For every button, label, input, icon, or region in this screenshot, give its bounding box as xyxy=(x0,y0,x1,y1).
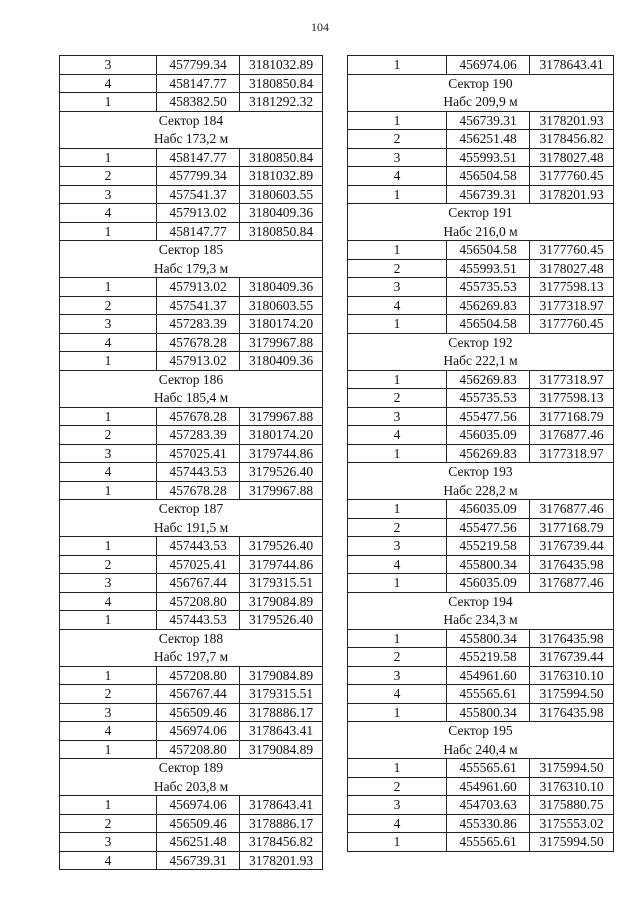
coordinate-y: 3180409.36 xyxy=(240,204,323,223)
coordinate-y: 3179526.40 xyxy=(240,611,323,630)
coordinate-x: 456035.09 xyxy=(447,426,530,445)
table-row xyxy=(348,389,614,408)
sector-height: Набс 179,3 м xyxy=(60,260,323,279)
point-number: 3 xyxy=(60,445,157,464)
point-number: 4 xyxy=(348,685,447,704)
point-number: 4 xyxy=(348,297,447,316)
table-row xyxy=(60,611,323,630)
coordinate-x: 457208.80 xyxy=(157,593,240,612)
coordinate-y: 3176739.44 xyxy=(530,648,614,667)
point-number: 2 xyxy=(348,260,447,279)
sector-header xyxy=(60,241,323,278)
coordinate-y: 3180409.36 xyxy=(240,278,323,297)
coordinate-y: 3179084.89 xyxy=(240,593,323,612)
point-number: 3 xyxy=(60,56,157,75)
coordinate-x: 455219.58 xyxy=(447,537,530,556)
table-row xyxy=(348,685,614,704)
coordinate-y: 3177318.97 xyxy=(530,297,614,316)
table-row xyxy=(60,704,323,723)
coordinate-x: 454703.63 xyxy=(447,796,530,815)
coordinate-x: 455993.51 xyxy=(447,149,530,168)
coordinate-y: 3179967.88 xyxy=(240,408,323,427)
coordinate-x: 457913.02 xyxy=(157,278,240,297)
table-row xyxy=(348,408,614,427)
point-number: 4 xyxy=(60,334,157,353)
coordinate-y: 3178027.48 xyxy=(530,260,614,279)
coordinate-y: 3175994.50 xyxy=(530,759,614,778)
coordinate-x: 455735.53 xyxy=(447,389,530,408)
coordinate-y: 3177760.45 xyxy=(530,167,614,186)
coordinate-x: 458147.77 xyxy=(157,149,240,168)
coordinate-y: 3178886.17 xyxy=(240,815,323,834)
table-row xyxy=(348,556,614,575)
point-number: 3 xyxy=(60,833,157,852)
sector-height: Набс 173,2 м xyxy=(60,130,323,149)
point-number: 1 xyxy=(348,186,447,205)
point-number: 2 xyxy=(60,426,157,445)
point-number: 2 xyxy=(348,519,447,538)
coordinate-y: 3179315.51 xyxy=(240,574,323,593)
point-number: 1 xyxy=(60,667,157,686)
coordinate-x: 456251.48 xyxy=(447,130,530,149)
point-number: 1 xyxy=(348,371,447,390)
coordinate-x: 455565.61 xyxy=(447,759,530,778)
coordinate-x: 457025.41 xyxy=(157,556,240,575)
table-row xyxy=(348,519,614,538)
point-number: 3 xyxy=(348,149,447,168)
point-number: 4 xyxy=(348,167,447,186)
table-row xyxy=(348,241,614,260)
coordinate-x: 456251.48 xyxy=(157,833,240,852)
coordinate-x: 457678.28 xyxy=(157,334,240,353)
table-row xyxy=(60,93,323,112)
point-number: 1 xyxy=(348,574,447,593)
point-number: 4 xyxy=(348,815,447,834)
point-number: 1 xyxy=(60,741,157,760)
coordinate-y: 3176877.46 xyxy=(530,574,614,593)
table-row xyxy=(348,371,614,390)
table-row xyxy=(348,426,614,445)
table-row xyxy=(60,722,323,741)
coordinate-y: 3177318.97 xyxy=(530,445,614,464)
coordinate-x: 455735.53 xyxy=(447,278,530,297)
coordinate-x: 457541.37 xyxy=(157,297,240,316)
coordinate-x: 457443.53 xyxy=(157,611,240,630)
point-number: 4 xyxy=(60,852,157,871)
point-number: 2 xyxy=(60,297,157,316)
sector-header xyxy=(348,593,614,630)
sector-title: Сектор 185 xyxy=(60,241,323,260)
point-number: 1 xyxy=(60,149,157,168)
coordinate-y: 3175880.75 xyxy=(530,796,614,815)
point-number: 1 xyxy=(348,759,447,778)
point-number: 4 xyxy=(60,593,157,612)
table-row xyxy=(348,833,614,852)
coordinate-x: 455800.34 xyxy=(447,630,530,649)
table-row xyxy=(60,334,323,353)
point-number: 2 xyxy=(348,130,447,149)
point-number: 3 xyxy=(348,667,447,686)
coordinate-x: 456035.09 xyxy=(447,574,530,593)
coordinate-x: 457208.80 xyxy=(157,667,240,686)
point-number: 2 xyxy=(348,389,447,408)
coordinate-y: 3177598.13 xyxy=(530,278,614,297)
point-number: 1 xyxy=(348,500,447,519)
coordinate-x: 456509.46 xyxy=(157,704,240,723)
coordinate-y: 3179967.88 xyxy=(240,482,323,501)
coordinate-y: 3178456.82 xyxy=(530,130,614,149)
point-number: 1 xyxy=(348,315,447,334)
coordinate-x: 457283.39 xyxy=(157,426,240,445)
point-number: 3 xyxy=(348,796,447,815)
sector-title: Сектор 184 xyxy=(60,112,323,131)
table-row xyxy=(348,537,614,556)
coordinate-x: 457025.41 xyxy=(157,445,240,464)
coordinate-y: 3175994.50 xyxy=(530,685,614,704)
sector-height: Набс 191,5 м xyxy=(60,519,323,538)
table-row xyxy=(60,408,323,427)
coordinate-x: 457799.34 xyxy=(157,56,240,75)
table-row xyxy=(348,648,614,667)
table-row xyxy=(60,537,323,556)
coordinate-y: 3179744.86 xyxy=(240,445,323,464)
coordinate-x: 457208.80 xyxy=(157,741,240,760)
table-row xyxy=(348,278,614,297)
coordinate-x: 457799.34 xyxy=(157,167,240,186)
point-number: 3 xyxy=(348,278,447,297)
table-row xyxy=(348,167,614,186)
coordinate-x: 454961.60 xyxy=(447,667,530,686)
table-row xyxy=(60,741,323,760)
point-number: 4 xyxy=(348,426,447,445)
table-row xyxy=(348,260,614,279)
table-row xyxy=(348,112,614,131)
table-row xyxy=(348,796,614,815)
coordinate-y: 3180174.20 xyxy=(240,315,323,334)
coordinate-x: 456504.58 xyxy=(447,167,530,186)
coordinate-x: 457913.02 xyxy=(157,352,240,371)
coordinate-y: 3180850.84 xyxy=(240,149,323,168)
table-row xyxy=(60,833,323,852)
sector-title: Сектор 190 xyxy=(348,75,614,94)
coordinate-x: 457541.37 xyxy=(157,186,240,205)
table-row xyxy=(348,315,614,334)
table-row xyxy=(60,167,323,186)
sector-title: Сектор 186 xyxy=(60,371,323,390)
point-number: 3 xyxy=(60,186,157,205)
point-number: 2 xyxy=(60,815,157,834)
table-row xyxy=(348,574,614,593)
coordinate-x: 456974.06 xyxy=(157,796,240,815)
table-row xyxy=(348,297,614,316)
point-number: 4 xyxy=(60,75,157,94)
coordinate-y: 3175994.50 xyxy=(530,833,614,852)
table-row xyxy=(60,315,323,334)
coordinate-x: 457913.02 xyxy=(157,204,240,223)
sector-title: Сектор 191 xyxy=(348,204,614,223)
point-number: 4 xyxy=(60,204,157,223)
table-row xyxy=(348,759,614,778)
sector-header xyxy=(60,759,323,796)
table-row xyxy=(348,630,614,649)
coordinate-y: 3179967.88 xyxy=(240,334,323,353)
table-row xyxy=(60,556,323,575)
coordinate-x: 455565.61 xyxy=(447,685,530,704)
point-number: 2 xyxy=(60,685,157,704)
coordinate-y: 3180174.20 xyxy=(240,426,323,445)
coordinate-y: 3177168.79 xyxy=(530,519,614,538)
coordinate-x: 456269.83 xyxy=(447,371,530,390)
coordinate-y: 3176739.44 xyxy=(530,537,614,556)
coordinate-y: 3178201.93 xyxy=(530,112,614,131)
coordinate-x: 457443.53 xyxy=(157,463,240,482)
point-number: 1 xyxy=(348,112,447,131)
point-number: 3 xyxy=(60,574,157,593)
sector-header xyxy=(348,463,614,500)
table-row xyxy=(60,352,323,371)
point-number: 1 xyxy=(60,482,157,501)
coordinate-x: 456269.83 xyxy=(447,297,530,316)
coordinate-y: 3180603.55 xyxy=(240,186,323,205)
point-number: 2 xyxy=(60,167,157,186)
coordinate-y: 3176435.98 xyxy=(530,556,614,575)
sector-header xyxy=(348,722,614,759)
table-row xyxy=(60,667,323,686)
coordinate-x: 456509.46 xyxy=(157,815,240,834)
point-number: 3 xyxy=(348,408,447,427)
point-number: 2 xyxy=(60,556,157,575)
coordinate-y: 3179526.40 xyxy=(240,463,323,482)
coordinate-y: 3176877.46 xyxy=(530,500,614,519)
table-row xyxy=(348,186,614,205)
point-number: 2 xyxy=(348,648,447,667)
coordinate-x: 456974.06 xyxy=(447,56,530,75)
table-row xyxy=(348,778,614,797)
table-row xyxy=(60,482,323,501)
coordinate-y: 3176435.98 xyxy=(530,704,614,723)
coordinate-x: 457678.28 xyxy=(157,408,240,427)
coordinate-y: 3176877.46 xyxy=(530,426,614,445)
sector-header xyxy=(348,204,614,241)
coordinate-y: 3178643.41 xyxy=(530,56,614,75)
table-row xyxy=(348,130,614,149)
coordinates-table-left xyxy=(59,55,323,870)
table-row xyxy=(60,463,323,482)
coordinates-table-right xyxy=(347,55,614,852)
coordinate-x: 456767.44 xyxy=(157,574,240,593)
coordinate-y: 3177318.97 xyxy=(530,371,614,390)
point-number: 1 xyxy=(60,796,157,815)
coordinate-y: 3176310.10 xyxy=(530,778,614,797)
sector-height: Набс 203,8 м xyxy=(60,778,323,797)
sector-height: Набс 228,2 м xyxy=(348,482,614,501)
sector-header xyxy=(60,500,323,537)
coordinate-y: 3178201.93 xyxy=(530,186,614,205)
table-row xyxy=(348,667,614,686)
sector-title: Сектор 188 xyxy=(60,630,323,649)
table-row xyxy=(60,593,323,612)
coordinate-y: 3179744.86 xyxy=(240,556,323,575)
coordinate-y: 3180603.55 xyxy=(240,297,323,316)
table-row xyxy=(60,426,323,445)
coordinate-x: 455330.86 xyxy=(447,815,530,834)
point-number: 1 xyxy=(60,93,157,112)
coordinate-y: 3177598.13 xyxy=(530,389,614,408)
coordinate-y: 3179315.51 xyxy=(240,685,323,704)
coordinate-x: 455800.34 xyxy=(447,556,530,575)
point-number: 2 xyxy=(348,778,447,797)
coordinate-y: 3178201.93 xyxy=(240,852,323,871)
table-row xyxy=(60,685,323,704)
table-row xyxy=(60,149,323,168)
table-row xyxy=(348,704,614,723)
sector-title: Сектор 192 xyxy=(348,334,614,353)
coordinate-x: 457283.39 xyxy=(157,315,240,334)
table-row xyxy=(348,149,614,168)
table-row xyxy=(60,56,323,75)
coordinate-y: 3176310.10 xyxy=(530,667,614,686)
table-row xyxy=(60,75,323,94)
table-row xyxy=(60,445,323,464)
coordinate-x: 458382.50 xyxy=(157,93,240,112)
table-row xyxy=(348,815,614,834)
coordinate-x: 456504.58 xyxy=(447,315,530,334)
coordinate-x: 455565.61 xyxy=(447,833,530,852)
point-number: 4 xyxy=(348,556,447,575)
sector-height: Набс 216,0 м xyxy=(348,223,614,242)
coordinate-x: 456767.44 xyxy=(157,685,240,704)
point-number: 1 xyxy=(348,445,447,464)
point-number: 1 xyxy=(348,833,447,852)
point-number: 1 xyxy=(348,56,447,75)
point-number: 1 xyxy=(348,241,447,260)
table-row xyxy=(60,223,323,242)
sector-header xyxy=(60,630,323,667)
table-row xyxy=(60,186,323,205)
point-number: 3 xyxy=(348,537,447,556)
sector-height: Набс 209,9 м xyxy=(348,93,614,112)
coordinate-y: 3179084.89 xyxy=(240,741,323,760)
table-row xyxy=(60,297,323,316)
table-row xyxy=(60,278,323,297)
coordinate-x: 457443.53 xyxy=(157,537,240,556)
sector-header xyxy=(60,112,323,149)
table-row xyxy=(348,500,614,519)
coordinate-y: 3181032.89 xyxy=(240,56,323,75)
coordinate-y: 3180850.84 xyxy=(240,75,323,94)
coordinate-y: 3181292.32 xyxy=(240,93,323,112)
sector-height: Набс 234,3 м xyxy=(348,611,614,630)
coordinate-x: 456504.58 xyxy=(447,241,530,260)
sector-header xyxy=(60,371,323,408)
coordinate-y: 3176435.98 xyxy=(530,630,614,649)
table-row xyxy=(60,796,323,815)
point-number: 1 xyxy=(348,630,447,649)
coordinate-y: 3178886.17 xyxy=(240,704,323,723)
coordinate-y: 3179084.89 xyxy=(240,667,323,686)
coordinate-y: 3178643.41 xyxy=(240,722,323,741)
point-number: 1 xyxy=(348,704,447,723)
coordinate-y: 3178456.82 xyxy=(240,833,323,852)
coordinate-x: 457678.28 xyxy=(157,482,240,501)
sector-height: Набс 222,1 м xyxy=(348,352,614,371)
table-row xyxy=(348,56,614,75)
sector-title: Сектор 194 xyxy=(348,593,614,612)
coordinate-x: 456739.31 xyxy=(447,112,530,131)
sector-title: Сектор 187 xyxy=(60,500,323,519)
coordinate-x: 455219.58 xyxy=(447,648,530,667)
coordinate-x: 458147.77 xyxy=(157,223,240,242)
coordinate-y: 3178643.41 xyxy=(240,796,323,815)
coordinate-y: 3181032.89 xyxy=(240,167,323,186)
sector-title: Сектор 193 xyxy=(348,463,614,482)
point-number: 1 xyxy=(60,537,157,556)
coordinate-y: 3177760.45 xyxy=(530,241,614,260)
coordinate-y: 3180409.36 xyxy=(240,352,323,371)
point-number: 3 xyxy=(60,315,157,334)
point-number: 1 xyxy=(60,223,157,242)
sector-header xyxy=(348,75,614,112)
table-row xyxy=(60,815,323,834)
coordinate-x: 456739.31 xyxy=(157,852,240,871)
coordinate-x: 455477.56 xyxy=(447,519,530,538)
coordinate-y: 3177168.79 xyxy=(530,408,614,427)
coordinate-y: 3180850.84 xyxy=(240,223,323,242)
coordinate-x: 456035.09 xyxy=(447,500,530,519)
sector-header xyxy=(348,334,614,371)
table-row xyxy=(60,204,323,223)
coordinate-x: 455993.51 xyxy=(447,260,530,279)
coordinate-y: 3179526.40 xyxy=(240,537,323,556)
table-row xyxy=(348,445,614,464)
sector-height: Набс 185,4 м xyxy=(60,389,323,408)
sector-title: Сектор 195 xyxy=(348,722,614,741)
table-row xyxy=(60,852,323,871)
point-number: 1 xyxy=(60,278,157,297)
page-number: 104 xyxy=(311,20,329,34)
coordinate-x: 454961.60 xyxy=(447,778,530,797)
sector-height: Набс 197,7 м xyxy=(60,648,323,667)
sector-height: Набс 240,4 м xyxy=(348,741,614,760)
coordinate-x: 456974.06 xyxy=(157,722,240,741)
coordinate-x: 455800.34 xyxy=(447,704,530,723)
point-number: 1 xyxy=(60,611,157,630)
coordinate-x: 456739.31 xyxy=(447,186,530,205)
point-number: 4 xyxy=(60,463,157,482)
point-number: 1 xyxy=(60,352,157,371)
table-row xyxy=(60,574,323,593)
coordinate-y: 3177760.45 xyxy=(530,315,614,334)
point-number: 1 xyxy=(60,408,157,427)
coordinate-y: 3175553.02 xyxy=(530,815,614,834)
coordinate-y: 3178027.48 xyxy=(530,149,614,168)
coordinate-x: 455477.56 xyxy=(447,408,530,427)
sector-title: Сектор 189 xyxy=(60,759,323,778)
point-number: 4 xyxy=(60,722,157,741)
coordinate-x: 458147.77 xyxy=(157,75,240,94)
coordinate-x: 456269.83 xyxy=(447,445,530,464)
point-number: 3 xyxy=(60,704,157,723)
